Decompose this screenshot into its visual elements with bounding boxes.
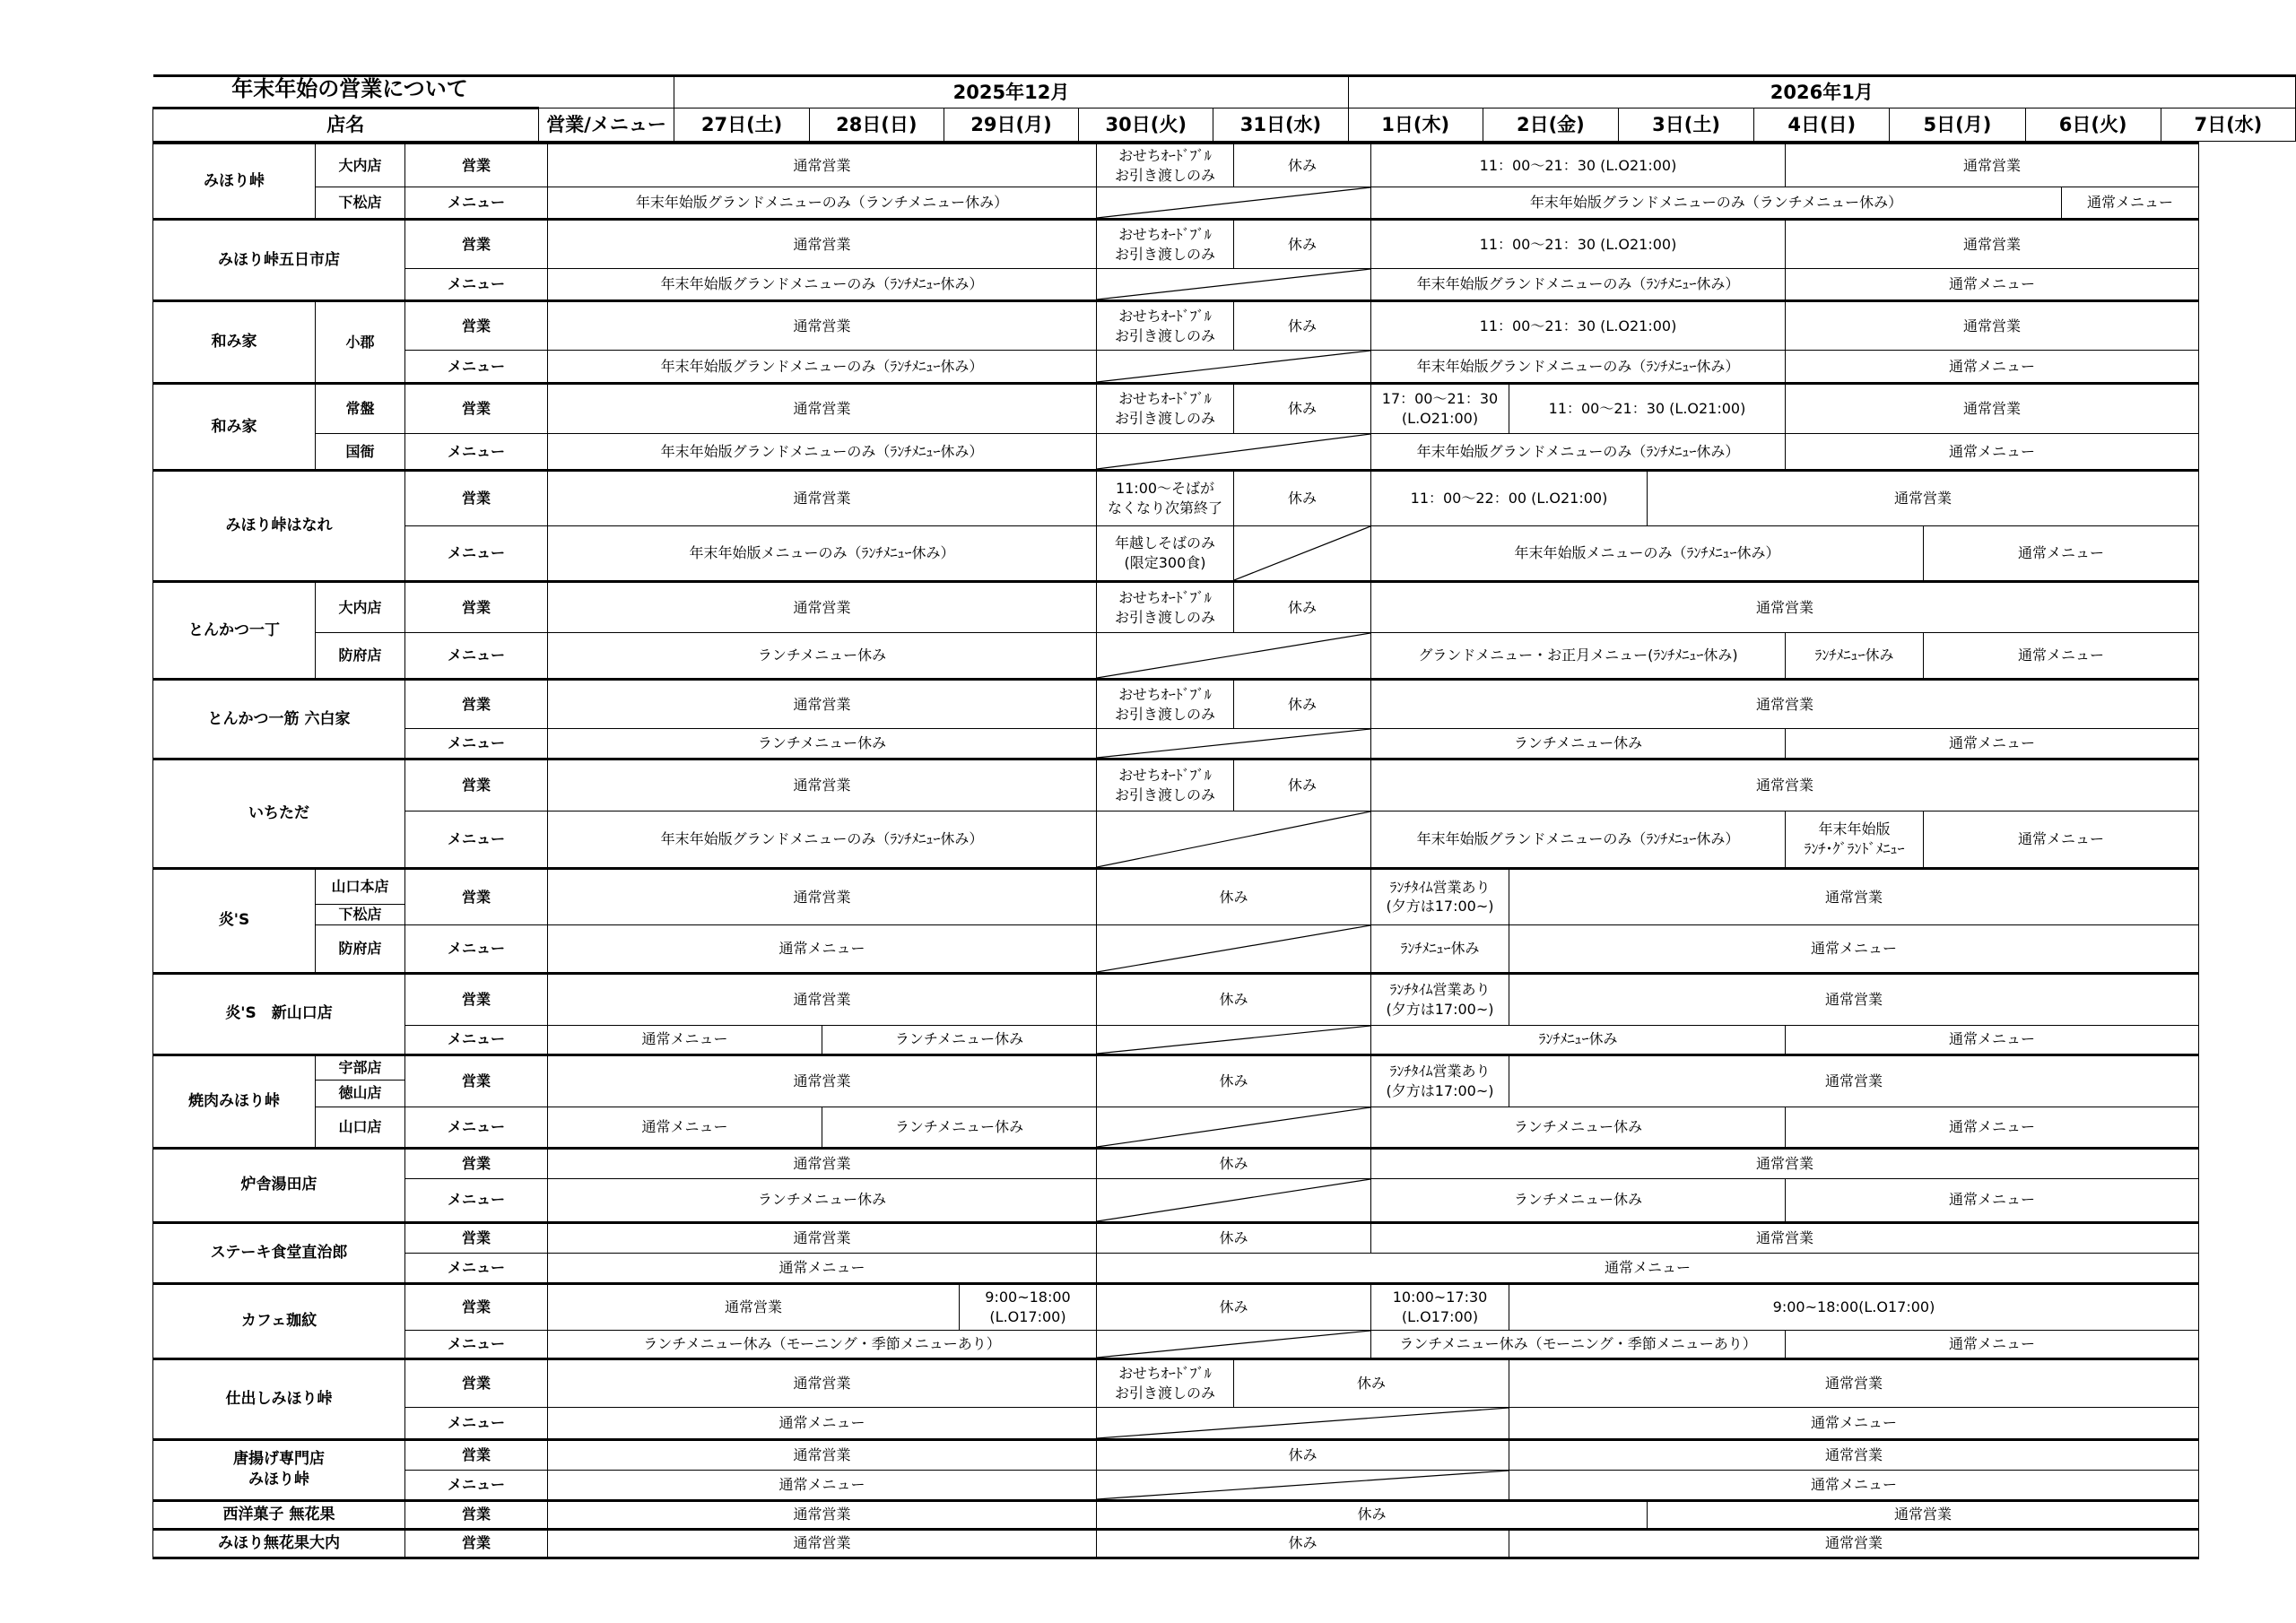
schedule-cell: 年末年始版グランドメニューのみ（ﾗﾝﾁﾒﾆｭｰ休み） (1371, 351, 1786, 384)
shop-name: 仕出しみほり峠 (153, 1358, 405, 1439)
row-type: メニュー (405, 1407, 548, 1439)
day-header: 7日(水) (2161, 108, 2295, 142)
table-row (153, 1529, 2199, 1558)
schedule-cell: 年末年始版グランドメニューのみ（ﾗﾝﾁﾒﾆｭｰ休み） (1371, 434, 1786, 471)
schedule-cell: 休み (1234, 471, 1371, 526)
schedule-cell: 通常営業 (548, 869, 1097, 925)
schedule-cell: 通常営業 (548, 973, 1097, 1025)
schedule-cell: 通常営業 (1786, 143, 2199, 187)
branch-name: 下松店 (316, 905, 405, 925)
schedule-cell: ランチメニュー休み (822, 1025, 1097, 1055)
table-row (153, 924, 2199, 973)
row-type: 営業 (405, 1055, 548, 1107)
table-row (153, 301, 2199, 351)
row-type: 営業 (405, 680, 548, 729)
closed-diagonal (1097, 269, 1371, 301)
schedule-cell: おせちｵｰﾄﾞﾌﾞﾙ お引き渡しのみ (1097, 582, 1234, 633)
table-row (153, 1253, 2199, 1283)
day-header: 2日(金) (1483, 108, 1618, 142)
row-type: メニュー (405, 1470, 548, 1500)
shop-name: みほり峠五日市店 (153, 220, 405, 301)
schedule-cell: 通常メニュー (1509, 1407, 2199, 1439)
schedule-cell: 通常営業 (1786, 220, 2199, 269)
schedule-cell: 通常営業 (1648, 1500, 2199, 1529)
row-type: メニュー (405, 924, 548, 973)
schedule-cell: 通常営業 (548, 1055, 1097, 1107)
schedule-cell: 通常メニュー (1509, 924, 2199, 973)
closed-diagonal (1097, 187, 1371, 220)
shop-name: 西洋菓子 無花果 (153, 1500, 405, 1529)
schedule-cell: 通常営業 (548, 1439, 1097, 1470)
schedule-cell: 休み (1097, 1283, 1371, 1330)
schedule-cell: 休み (1097, 1055, 1371, 1107)
table-row (153, 471, 2199, 526)
schedule-cell: 9:00~18:00 (L.O17:00) (960, 1283, 1097, 1330)
schedule-cell: 通常営業 (1509, 1358, 2199, 1407)
schedule-cell: 10:00~17:30 (L.O17:00) (1371, 1283, 1509, 1330)
schedule-cell: 11：00～21：30 (L.O21:00) (1371, 220, 1786, 269)
diagonal-line (1097, 812, 1370, 867)
row-type: メニュー (405, 526, 548, 582)
table-row (153, 269, 2199, 301)
schedule-cell: ﾗﾝﾁﾀｲﾑ営業あり (夕方は17:00~) (1371, 1055, 1509, 1107)
schedule-cell: 通常メニュー (548, 1025, 822, 1055)
schedule-cell: 通常営業 (1371, 759, 2199, 812)
row-type: メニュー (405, 729, 548, 759)
table-row (153, 220, 2199, 269)
schedule-cell: おせちｵｰﾄﾞﾌﾞﾙ お引き渡しのみ (1097, 301, 1234, 351)
schedule-cell: おせちｵｰﾄﾞﾌﾞﾙ お引き渡しのみ (1097, 220, 1234, 269)
closed-diagonal (1234, 526, 1371, 582)
row-type: 営業 (405, 301, 548, 351)
day-header: 5日(月) (1890, 108, 2025, 142)
branch-name: 大内店 (316, 582, 405, 633)
day-header: 4日(日) (1754, 108, 1890, 142)
schedule-cell: 通常メニュー (548, 1470, 1097, 1500)
schedule-cell: ランチメニュー休み (1371, 1107, 1786, 1148)
table-row (153, 143, 2199, 187)
shop-name: 炉舎湯田店 (153, 1148, 405, 1222)
closed-diagonal (1097, 1330, 1371, 1358)
schedule-cell: 通常メニュー (1786, 269, 2199, 301)
schedule-cell: 休み (1234, 384, 1371, 434)
table-row (153, 812, 2199, 869)
diagonal-line (1097, 187, 1370, 218)
branch-name: 小郡 (316, 301, 405, 384)
page-title: 年末年始の営業について (231, 76, 468, 101)
schedule-cell: 通常メニュー (2062, 187, 2199, 220)
schedule-cell: 通常メニュー (1786, 1330, 2199, 1358)
diagonal-line (1097, 1179, 1370, 1221)
table-row (153, 1407, 2199, 1439)
schedule-cell: 通常営業 (1371, 680, 2199, 729)
schedule-cell: ﾗﾝﾁﾒﾆｭｰ休み (1371, 924, 1509, 973)
row-type: メニュー (405, 434, 548, 471)
schedule-cell: ランチメニュー休み (548, 633, 1097, 680)
schedule-cell: グランドメニュー・お正月メニュー(ﾗﾝﾁﾒﾆｭｰ休み) (1371, 633, 1786, 680)
schedule-cell: 通常メニュー (548, 1107, 822, 1148)
table-row (153, 633, 2199, 680)
schedule-cell: 休み (1234, 143, 1371, 187)
title-spacer (153, 76, 674, 108)
closed-diagonal (1097, 1407, 1509, 1439)
schedule-cell: 通常メニュー (1924, 526, 2199, 582)
schedule-cell: 通常メニュー (548, 924, 1097, 973)
row-type: 営業 (405, 471, 548, 526)
row-type: 営業 (405, 384, 548, 434)
row-type: メニュー (405, 1025, 548, 1055)
schedule-cell: 通常メニュー (1924, 633, 2199, 680)
schedule-cell: 休み (1234, 759, 1371, 812)
schedule-cell: 11：00～21：30 (L.O21:00) (1371, 301, 1786, 351)
schedule-cell: 通常メニュー (1509, 1470, 2199, 1500)
schedule-cell: 年末年始版メニューのみ（ﾗﾝﾁﾒﾆｭｰ休み） (548, 526, 1097, 582)
schedule-cell: ﾗﾝﾁﾒﾆｭｰ休み (1786, 633, 1924, 680)
table-row (153, 1222, 2199, 1253)
schedule-cell: 休み (1097, 1529, 1509, 1558)
schedule-cell: おせちｵｰﾄﾞﾌﾞﾙ お引き渡しのみ (1097, 759, 1234, 812)
day-header: 29日(月) (944, 108, 1078, 142)
diagonal-line (1097, 633, 1370, 678)
diagonal-line (1097, 1408, 1509, 1438)
schedule-cell: 通常営業 (548, 1500, 1097, 1529)
shop-name: 和み家 (153, 384, 316, 471)
row-type: 営業 (405, 1283, 548, 1330)
table-row (153, 384, 2199, 434)
branch-name: 常盤 (316, 384, 405, 434)
row-type: 営業 (405, 1439, 548, 1470)
schedule-cell: 17：00～21：30 (L.O21:00) (1371, 384, 1509, 434)
schedule-cell: 通常営業 (548, 471, 1097, 526)
schedule-cell: 通常営業 (548, 680, 1097, 729)
table-row (153, 729, 2199, 759)
row-type: 営業 (405, 973, 548, 1025)
table-row (153, 1500, 2199, 1529)
branch-name: 下松店 (316, 187, 405, 220)
schedule-cell: 通常営業 (1371, 582, 2199, 633)
schedule-cell: ランチメニュー休み（モーニング・季節メニューあり） (548, 1330, 1097, 1358)
schedule-cell: 通常営業 (548, 1283, 960, 1330)
diagonal-line (1097, 269, 1370, 299)
schedule-cell: 年末年始版メニューのみ（ﾗﾝﾁﾒﾆｭｰ休み） (1371, 526, 1924, 582)
row-type: 営業 (405, 759, 548, 812)
schedule-cell: ランチメニュー休み (548, 729, 1097, 759)
branch-name: 山口店 (316, 1107, 405, 1148)
schedule-cell: 通常営業 (1371, 1148, 2199, 1178)
table-row (153, 434, 2199, 471)
header-table (152, 74, 2296, 142)
schedule-cell: ﾗﾝﾁﾒﾆｭｰ休み (1371, 1025, 1786, 1055)
schedule-cell: 通常営業 (548, 384, 1097, 434)
shop-name: ステーキ食堂直治郎 (153, 1222, 405, 1283)
schedule-cell: 年末年始版グランドメニューのみ（ランチメニュー休み） (548, 187, 1097, 220)
closed-diagonal (1097, 633, 1371, 680)
shop-name: とんかつ一筋 六白家 (153, 680, 405, 759)
schedule-cell: 11：00～22：00 (L.O21:00) (1371, 471, 1648, 526)
table-row (153, 759, 2199, 812)
shop-column-header: 店名 (153, 108, 539, 142)
schedule-cell: 通常営業 (1509, 1055, 2199, 1107)
table-row (153, 1330, 2199, 1358)
table-row (153, 973, 2199, 1025)
branch-name: 徳山店 (316, 1080, 405, 1107)
shop-name: 和み家 (153, 301, 316, 384)
schedule-cell: 通常営業 (1509, 1529, 2199, 1558)
branch-name: 防府店 (316, 924, 405, 973)
schedule-cell: 11:00～そばが なくなり次第終了 (1097, 471, 1234, 526)
day-header: 27日(土) (674, 108, 809, 142)
row-type: メニュー (405, 187, 548, 220)
shop-name: 焼肉みほり峠 (153, 1055, 316, 1148)
branch-name: 山口本店 (316, 869, 405, 905)
day-header: 3日(土) (1618, 108, 1753, 142)
schedule-cell: 通常営業 (1648, 471, 2199, 526)
row-type: メニュー (405, 812, 548, 869)
schedule-cell: 通常メニュー (548, 1407, 1097, 1439)
shop-name: みほり峠 (153, 143, 316, 220)
schedule-cell: 通常営業 (548, 301, 1097, 351)
schedule-cell: 休み (1097, 1500, 1648, 1529)
schedule-cell: 通常メニュー (1924, 812, 2199, 869)
closed-diagonal (1097, 1178, 1371, 1222)
branch-name: 宇部店 (316, 1055, 405, 1080)
diagonal-line (1097, 925, 1370, 972)
closed-diagonal (1097, 729, 1371, 759)
table-row (153, 1283, 2199, 1330)
closed-diagonal (1097, 924, 1371, 973)
schedule-cell: 通常営業 (548, 1148, 1097, 1178)
branch-name: 国衙 (316, 434, 405, 471)
schedule-cell: ランチメニュー休み (548, 1178, 1097, 1222)
shop-name: カフェ珈紋 (153, 1283, 405, 1358)
month-december: 2025年12月 (674, 76, 1348, 108)
schedule-cell: 通常営業 (548, 1529, 1097, 1558)
shop-name: とんかつ一丁 (153, 582, 316, 680)
schedule-cell: 通常営業 (1371, 1222, 2199, 1253)
table-row (153, 680, 2199, 729)
closed-diagonal (1097, 1470, 1509, 1500)
schedule-cell: おせちｵｰﾄﾞﾌﾞﾙ お引き渡しのみ (1097, 143, 1234, 187)
closed-diagonal (1097, 1025, 1371, 1055)
day-header: 31日(水) (1213, 108, 1348, 142)
table-row (153, 1178, 2199, 1222)
day-header: 28日(日) (809, 108, 944, 142)
row-type: 営業 (405, 143, 548, 187)
schedule-cell: おせちｵｰﾄﾞﾌﾞﾙ お引き渡しのみ (1097, 384, 1234, 434)
branch-name: 大内店 (316, 143, 405, 187)
row-type: メニュー (405, 1330, 548, 1358)
schedule-cell: 通常メニュー (1786, 729, 2199, 759)
diagonal-line (1234, 526, 1370, 580)
table-row (153, 1439, 2199, 1470)
table-row (153, 1025, 2199, 1055)
schedule-cell: 年末年始版グランドメニューのみ（ﾗﾝﾁﾒﾆｭｰ休み） (548, 812, 1097, 869)
schedule-table (152, 142, 2199, 1559)
row-type: メニュー (405, 1253, 548, 1283)
schedule-cell: 休み (1234, 301, 1371, 351)
branch-name: 防府店 (316, 633, 405, 680)
row-type: 営業 (405, 1529, 548, 1558)
schedule-cell: 通常メニュー (1786, 1025, 2199, 1055)
diagonal-line (1097, 1107, 1370, 1147)
row-type: 営業 (405, 869, 548, 925)
row-type: 営業 (405, 220, 548, 269)
table-row (153, 1358, 2199, 1407)
schedule-cell: おせちｵｰﾄﾞﾌﾞﾙ お引き渡しのみ (1097, 680, 1234, 729)
row-type: メニュー (405, 633, 548, 680)
schedule-cell: ランチメニュー休み (1371, 1178, 1786, 1222)
schedule-cell: ﾗﾝﾁﾀｲﾑ営業あり (夕方は17:00~) (1371, 973, 1509, 1025)
row-type: メニュー (405, 1107, 548, 1148)
table-row (153, 1055, 2199, 1080)
shop-name: みほり峠はなれ (153, 471, 405, 582)
schedule-cell: 11：00～21：30 (L.O21:00) (1371, 143, 1786, 187)
day-header: 6日(火) (2025, 108, 2161, 142)
row-type: メニュー (405, 351, 548, 384)
table-row (153, 351, 2199, 384)
schedule-cell: 年末年始版グランドメニューのみ（ﾗﾝﾁﾒﾆｭｰ休み） (548, 269, 1097, 301)
row-type: メニュー (405, 269, 548, 301)
schedule-cell: 年末年始版グランドメニューのみ（ランチメニュー休み） (1371, 187, 2062, 220)
schedule-cell: ランチメニュー休み (822, 1107, 1097, 1148)
shop-name: 炎'S (153, 869, 316, 974)
diagonal-line (1097, 351, 1370, 382)
schedule-cell: 通常メニュー (1786, 1178, 2199, 1222)
schedule-cell: 年越しそばのみ (限定300食) (1097, 526, 1234, 582)
schedule-cell: 通常営業 (548, 1222, 1097, 1253)
schedule-cell: 通常営業 (1509, 1439, 2199, 1470)
schedule-cell: 休み (1097, 869, 1371, 925)
schedule-cell: 通常営業 (1786, 384, 2199, 434)
month-january: 2026年1月 (1348, 76, 2295, 108)
schedule-cell: 通常メニュー (548, 1253, 1097, 1283)
schedule-cell: 通常メニュー (1786, 351, 2199, 384)
schedule-cell: 休み (1234, 680, 1371, 729)
table-row (153, 1107, 2199, 1148)
schedule-cell: 休み (1234, 582, 1371, 633)
schedule-cell: 休み (1234, 1358, 1509, 1407)
diagonal-line (1097, 434, 1370, 469)
table-row (153, 869, 2199, 905)
schedule-cell: 休み (1234, 220, 1371, 269)
schedule-cell: おせちｵｰﾄﾞﾌﾞﾙ お引き渡しのみ (1097, 1358, 1234, 1407)
schedule-cell: ランチメニュー休み (1371, 729, 1786, 759)
schedule-cell: 通常メニュー (1097, 1253, 2199, 1283)
schedule-cell: 通常営業 (548, 220, 1097, 269)
row-type: 営業 (405, 1148, 548, 1178)
table-row (153, 526, 2199, 582)
schedule-cell: ﾗﾝﾁﾀｲﾑ営業あり (夕方は17:00~) (1371, 869, 1509, 925)
day-header: 1日(木) (1348, 108, 1483, 142)
schedule-cell: 通常メニュー (1786, 434, 2199, 471)
type-column-header: 営業/メニュー (538, 108, 674, 142)
schedule-cell: ランチメニュー休み（モーニング・季節メニューあり） (1371, 1330, 1786, 1358)
table-row (153, 1470, 2199, 1500)
shop-name: みほり無花果大内 (153, 1529, 405, 1558)
schedule-cell: 休み (1097, 1439, 1509, 1470)
table-row (153, 1148, 2199, 1178)
schedule-cell: 通常営業 (548, 1358, 1097, 1407)
diagonal-line (1097, 1026, 1370, 1054)
diagonal-line (1097, 1331, 1370, 1358)
schedule-cell: 年末年始版グランドメニューのみ（ﾗﾝﾁﾒﾆｭｰ休み） (548, 434, 1097, 471)
schedule-cell: 年末年始版グランドメニューのみ（ﾗﾝﾁﾒﾆｭｰ休み） (548, 351, 1097, 384)
row-type: 営業 (405, 1222, 548, 1253)
schedule-cell: 通常営業 (548, 759, 1097, 812)
schedule-cell: 休み (1097, 973, 1371, 1025)
schedule-cell: 9:00~18:00(L.O17:00) (1509, 1283, 2199, 1330)
schedule-cell: 休み (1097, 1222, 1371, 1253)
schedule-cell: 通常営業 (1509, 973, 2199, 1025)
row-type: 営業 (405, 582, 548, 633)
schedule-cell: 休み (1097, 1148, 1371, 1178)
schedule-cell: 年末年始版グランドメニューのみ（ﾗﾝﾁﾒﾆｭｰ休み） (1371, 812, 1786, 869)
schedule-cell: 通常営業 (548, 582, 1097, 633)
shop-name: 炎'S 新山口店 (153, 973, 405, 1055)
row-type: メニュー (405, 1178, 548, 1222)
schedule-cell: 通常メニュー (1786, 1107, 2199, 1148)
table-row (153, 582, 2199, 633)
table-row (153, 187, 2199, 220)
diagonal-line (1097, 729, 1370, 758)
schedule-cell: 通常営業 (548, 143, 1097, 187)
closed-diagonal (1097, 812, 1371, 869)
day-header: 30日(火) (1079, 108, 1213, 142)
schedule-cell: 年末年始版 ﾗﾝﾁ･ｸﾞﾗﾝﾄﾞﾒﾆｭｰ (1786, 812, 1924, 869)
schedule-cell: 通常営業 (1509, 869, 2199, 925)
schedule-cell: 11：00～21：30 (L.O21:00) (1509, 384, 1786, 434)
closed-diagonal (1097, 1107, 1371, 1148)
row-type: 営業 (405, 1500, 548, 1529)
row-type: 営業 (405, 1358, 548, 1407)
closed-diagonal (1097, 351, 1371, 384)
shop-name: 唐揚げ専門店 みほり峠 (153, 1439, 405, 1500)
schedule-cell: 年末年始版グランドメニューのみ（ﾗﾝﾁﾒﾆｭｰ休み） (1371, 269, 1786, 301)
schedule-cell: 通常営業 (1786, 301, 2199, 351)
diagonal-line (1097, 1471, 1509, 1499)
shop-name: いちただ (153, 759, 405, 869)
closed-diagonal (1097, 434, 1371, 471)
